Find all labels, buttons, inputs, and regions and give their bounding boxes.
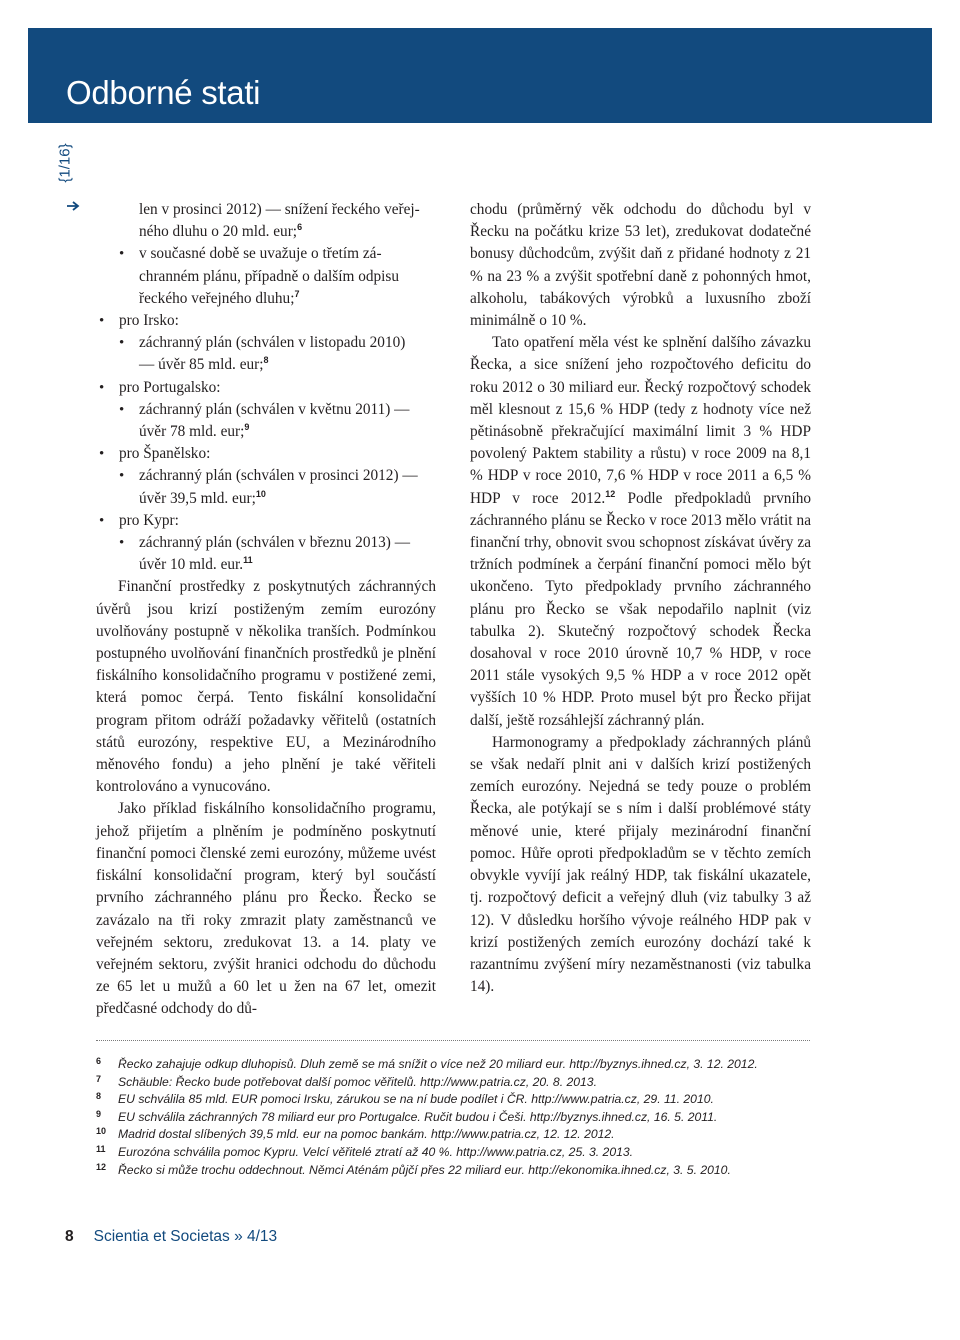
footnote-item: 11 Eurozóna schválila pomoc Kypru. Velcí věřitelé ztratí až 40 %. http://www.patria.cz, 25. 3. 2013. (96, 1143, 634, 1159)
paragraph: Harmonogramy a předpoklady záchranných plánů se však nedaří plnit ani v dalších krizí postižených zemích eurozóny. Nejedná se tedy pouze o problém Řecka, ale potýkají se s ním i další problémové státy měnové unie, které přijaly mezinárodní finanční pomoc. Hůře oproti předpokladům se v těchto zemích obvykle vyvíjí jak reálný HDP, tak fiskální ukazatele, tj. rozpočtový deficit a veřejný dluh (viz tabulky 3 až 12). V důsledku horšího vývoje reálného HDP pak v krizí postižených zemích eurozóny dochází také k razantnímu zvýšení míry nezaměstnanosti (viz tabulka 14). (470, 733, 811, 996)
paragraph: Jako příklad fiskálního konsolidačního programu, jehož přijetím a plněním je podmíněno poskytnutí finanční pomoci členské zemi eurozóny, můžeme uvést fiskální konsolidační program, který byl součástí prvního záchranného plánu pro Řecko. Řecko se zavázalo na tři roky zmrazit platy zaměstnanců ve veřejném sektoru, zredukovat 13. a 14. platy ve veřejném sektoru, zvýšit hranici odchodu do důchodu ze 65 let u mužů a 60 let u žen na 67 let, omezit předčasné odchody do dů- (96, 800, 436, 1018)
list-item: • pro Irsko: (96, 310, 436, 332)
bullet-icon: • (99, 313, 105, 330)
footnote-ref[interactable]: 6 (297, 222, 303, 233)
list-item: • pro Španělsko: (96, 443, 436, 465)
footnote-divider (96, 1040, 810, 1041)
footnote-ref[interactable]: 12 (605, 488, 616, 499)
bullet-icon: • (119, 468, 125, 485)
footnote-item: 7 Schäuble: Řecko bude potřebovat další pomoc věřitelů. http://www.patria.cz, 20. 8. 2013. (96, 1073, 597, 1089)
footnote-ref[interactable]: 9 (244, 421, 250, 432)
arrow-right-icon[interactable] (66, 201, 80, 211)
footnote-ref[interactable]: 11 (243, 555, 253, 566)
footnote-item: 12 Řecko si může trochu oddechnout. Němci Aténám půjčí přes 22 miliard eur. http://ekonomika.ihned.cz, 3. 5. 2010. (96, 1161, 731, 1177)
bullet-icon: • (119, 246, 125, 263)
header-band (28, 28, 932, 123)
page-number: 8 (65, 1228, 74, 1245)
page-footer (65, 1228, 277, 1246)
footnote-item: 9 EU schválila záchranných 78 miliard eur pro Portugalce. Ručit budou i Češi. http://byznys.ihned.cz, 16. 5. 2011. (96, 1108, 718, 1124)
paragraph: Finanční prostředky z poskytnutých záchranných úvěrů jsou krizí postiženým zemím eurozóny uvolňovány postupně v několika tranších. Podmínkou postupného uvolňování finančních prostředků je plnění fiskálního konsolidačního programu v postižené zemi, která pomoc čerpá. Tento fiskální konsolidační program přitom odráží požadavky věřitelů (ostatních států eurozóny, respektive EU, a Mezinárodního měnového fondu) a jeho plnění je také věřiteli kontrolováno a vynucováno. (96, 578, 436, 796)
footnote-item: 8 EU schválila 85 mld. EUR pomoci Irsku, zárukou se na ní bude podílet i ČR. http://www.patria.cz, 29. 11. 2010. (96, 1091, 714, 1107)
footnote-item: 10 Madrid dostal slíbených 39,5 mld. eur na pomoc bankám. http://www.patria.cz, 12. 12. 2012. (96, 1126, 615, 1142)
footnote-ref[interactable]: 7 (294, 288, 300, 299)
page-indicator-label: {1/16} (56, 143, 74, 183)
footnote-item: 6 Řecko zahajuje odkup dluhopisů. Dluh země se má snížit o více než 20 miliard eur. http://byznys.ihned.cz, 3. 12. 2012. (96, 1056, 758, 1071)
bullet-icon: • (119, 335, 125, 352)
bullet-icon: • (99, 512, 105, 529)
list-item: • záchranný plán (schválen v prosinci 2012) — úvěr 39,5 mld. eur;$^{10}$ (119, 467, 418, 507)
right-column (470, 199, 811, 998)
left-column (96, 199, 436, 1021)
page-title: Odborné stati (66, 74, 261, 111)
list-item: • pro Kypr: (96, 510, 436, 532)
list-item: • záchranný plán (schválen v květnu 2011) — úvěr 78 mld. eur;$^9$ (119, 400, 410, 441)
bullet-icon: • (119, 401, 125, 418)
list-item: • záchranný plán (schválen v březnu 2013) — úvěr 10 mld. eur.$^{11}$ (119, 534, 410, 574)
list-item: • v současné době se uvažuje o třetím zá- chranném plánu, případně o dalším odpisu řeckého veřejného dluhu;$^7$ (119, 245, 399, 307)
text-line: len v prosinci 2012) — snížení řeckého veřej- (139, 201, 420, 218)
list-item: • záchranný plán (schválen v listopadu 2010) — úvěr 85 mld. eur;$^8$ (119, 334, 406, 374)
list-item: • pro Portugalsko: (96, 377, 436, 399)
bullet-icon: • (99, 379, 105, 396)
footnotes (96, 1056, 856, 1179)
footnote-ref[interactable]: 8 (263, 355, 269, 366)
text-line: ného dluhu o 20 mld. eur;$^6$ (139, 222, 303, 241)
bullet-icon: • (119, 535, 125, 552)
journal-name: Scientia et Societas » 4/13 (93, 1228, 278, 1245)
footnote-ref[interactable]: 10 (255, 488, 266, 499)
page-indicator[interactable] (50, 134, 80, 192)
paragraph: Tato opatření měla vést ke splnění dalšího závazku Řecka, a sice snížení jeho rozpočtového deficitu do roku 2012 o 30 miliard eur. Řecký rozpočtový schodek měl klesnout z 15,6 % HDP (tedy z hodnoty více než pětinásobně překračující maximální limit 3 % HDP povolený Paktem stability a růstu) v roce 2009 na 8,1 % HDP v roce 2010, 7,6 % HDP v roce 2011 a 6,5 % HDP v roce 2012.12 Podle předpokladů prvního záchranného plánu se Řecko v roce 2013 mělo vrátit na finanční trhy, obnovit svou schopnost získávat úvěry za tržních podmínek a čerpání finanční pomoci mělo být ukončeno. Tyto předpoklady prvního záchranného plánu pro Řecko se však nepodařilo naplnit (viz tabulka 2). Skutečný rozpočtový schodek Řecka dosahoval v roce 2010 úrovně 10,7 % HDP, v roce 2011 stále vysokých 9,5 % HDP a v roce 2012 opět vyšších 10 % HDP. Proto musel být pro Řecko přijat další, ještě rozsáhlejší záchranný plán. (470, 334, 811, 729)
bullet-icon: • (99, 446, 105, 463)
paragraph: chodu (průměrný věk odchodu do důchodu byl v Řecku na počátku krize 53 let), zredukovat dodatečné bonusy důchodcům, zvýšit daň z přidané hodnoty z 21 % na 23 % a zvýšit spotřební daně z pohonných hmot, alkoholu, tabákových výrobků a luxusního zboží minimálně o 10 %. (470, 201, 811, 330)
